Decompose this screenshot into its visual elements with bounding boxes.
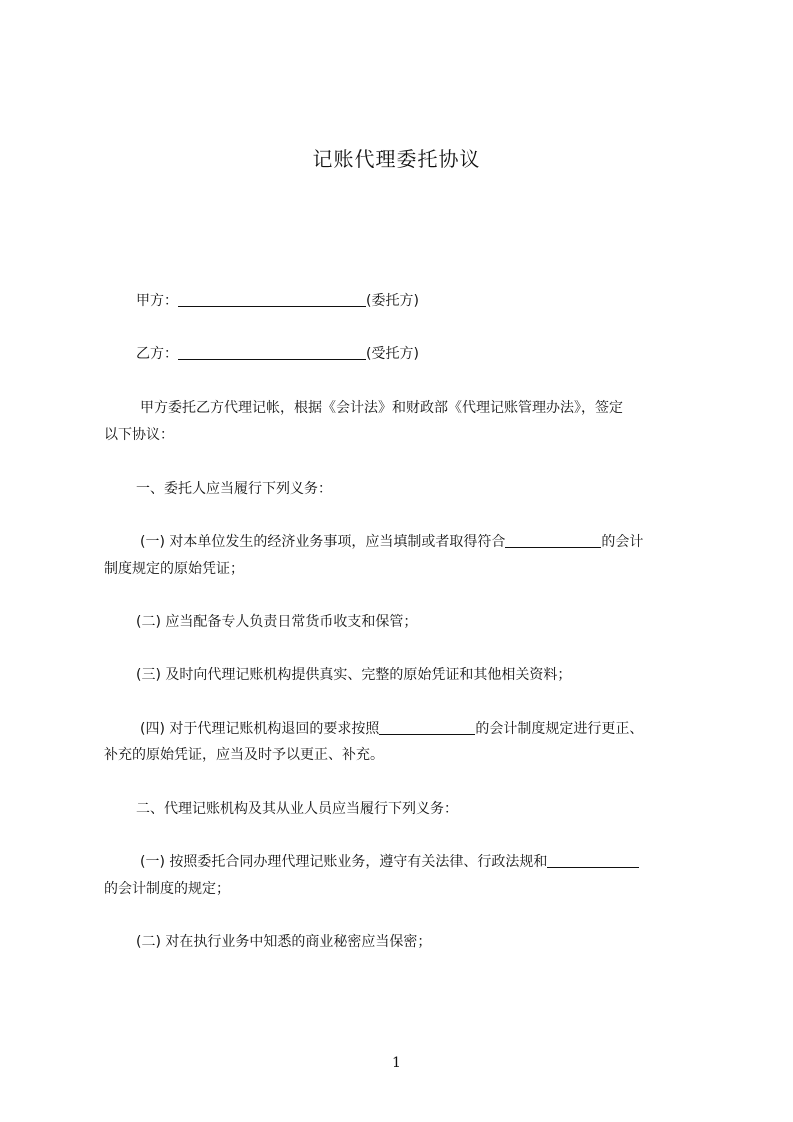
party-b-label: 乙方： <box>136 346 178 362</box>
section-2-heading: 二、代理记账机构及其从业人员应当履行下列义务： <box>136 801 458 817</box>
party-a-label: 甲方： <box>136 293 178 309</box>
s2-item1-pre: (一) 按照委托合同办理代理记账业务，遵守有关法律、行政法规和 <box>140 854 548 870</box>
party-a-blank[interactable] <box>178 290 366 307</box>
document-title: 记账代理委托协议 <box>312 147 481 171</box>
s1-item2: (二) 应当配备专人负责日常货币收支和保管； <box>136 614 418 630</box>
page-number: 1 <box>392 1055 401 1071</box>
party-b-role: (受托方) <box>366 346 419 362</box>
party-b-blank[interactable] <box>178 343 366 360</box>
s1-item1-post: 的会计 <box>601 534 644 550</box>
s1-item1-blank[interactable] <box>505 531 601 548</box>
s1-item1-pre: (一) 对本单位发生的经济业务事项，应当填制或者取得符合 <box>140 534 506 550</box>
party-b-line <box>136 341 419 367</box>
intro-line-2: 以下协议： <box>104 427 174 443</box>
party-a-line <box>136 288 419 314</box>
s1-item4-line1 <box>140 716 643 742</box>
s2-item1-line1 <box>140 849 639 875</box>
s1-item4-post: 的会计制度规定进行更正、 <box>475 721 644 737</box>
section-1-heading: 一、委托人应当履行下列义务： <box>136 481 332 497</box>
s1-item4-line2: 补充的原始凭证，应当及时予以更正、补充。 <box>104 747 384 763</box>
s2-item1-line2: 的会计制度的规定； <box>104 881 230 897</box>
party-a-role: (委托方) <box>366 293 419 309</box>
s2-item2: (二) 对在执行业务中知悉的商业秘密应当保密； <box>136 934 432 950</box>
s1-item4-pre: (四) 对于代理记账机构退回的要求按照 <box>140 721 380 737</box>
intro-line-1: 甲方委托乙方代理记帐，根据《会计法》和财政部《代理记账管理办法》，签定 <box>140 400 623 416</box>
s2-item1-blank[interactable] <box>547 851 639 868</box>
s1-item1-line2: 制度规定的原始凭证； <box>104 561 244 577</box>
s1-item4-blank[interactable] <box>379 718 475 735</box>
s1-item1-line1 <box>140 529 643 555</box>
s1-item3: (三) 及时向代理记账机构提供真实、完整的原始凭证和其他相关资料； <box>136 667 572 683</box>
